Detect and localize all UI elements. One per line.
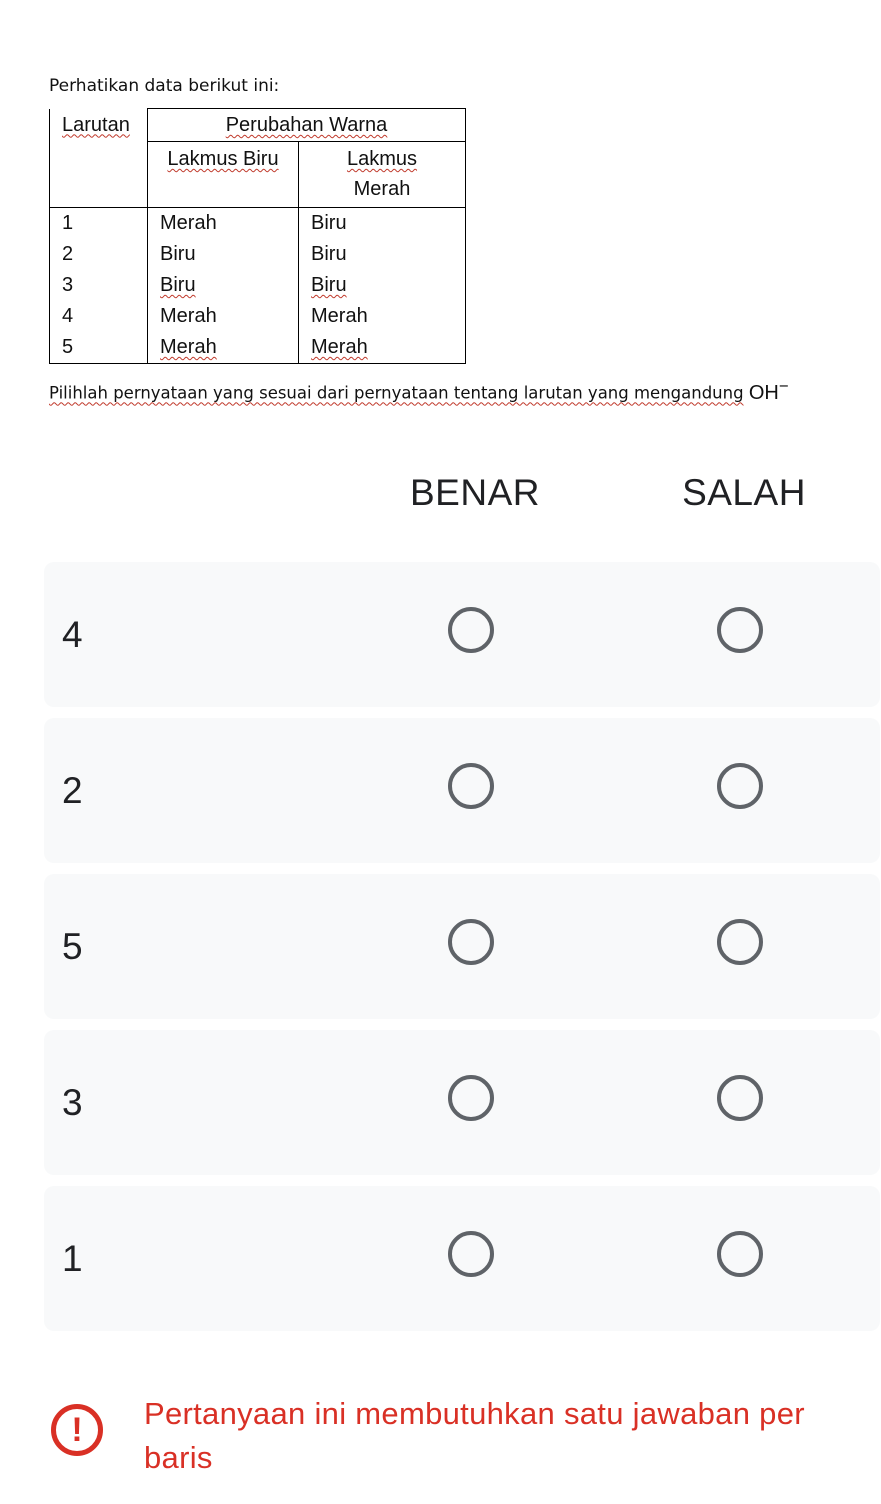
row-label: 4 bbox=[62, 613, 83, 655]
row-label: 5 bbox=[62, 925, 83, 967]
table-row: 5 Merah Merah bbox=[50, 332, 466, 364]
prompt-text: Pilihlah pernyataan yang sesuai dari pernyataan tentang larutan yang mengandung OH− bbox=[49, 376, 789, 404]
validation-message: Pertanyaan ini membutuhkan satu jawaban per baris bbox=[144, 1396, 805, 1475]
radio-salah[interactable] bbox=[717, 607, 763, 653]
row-label: 1 bbox=[62, 1237, 83, 1279]
radio-benar[interactable] bbox=[448, 919, 494, 965]
row-label: 3 bbox=[62, 1081, 83, 1123]
radio-salah[interactable] bbox=[717, 1075, 763, 1121]
grid-row-3 bbox=[44, 1030, 880, 1175]
grid-row-2 bbox=[44, 718, 880, 863]
radio-salah[interactable] bbox=[717, 919, 763, 965]
radio-benar[interactable] bbox=[448, 607, 494, 653]
row-label: 2 bbox=[62, 769, 83, 811]
radio-benar[interactable] bbox=[448, 1075, 494, 1121]
header-lakmus-biru: Lakmus Biru bbox=[148, 142, 299, 208]
grid-row-5 bbox=[44, 874, 880, 1019]
oh-formula: OH− bbox=[748, 376, 789, 404]
radio-salah[interactable] bbox=[717, 1231, 763, 1277]
grid-row-4 bbox=[44, 562, 880, 707]
header-larutan: Larutan bbox=[50, 109, 148, 142]
radio-salah[interactable] bbox=[717, 763, 763, 809]
header-perubahan-warna: Perubahan Warna bbox=[148, 109, 466, 142]
header-larutan-blank bbox=[50, 142, 148, 208]
table-row: 3 Biru Biru bbox=[50, 270, 466, 301]
column-header-salah: SALAH bbox=[682, 472, 806, 513]
data-table bbox=[49, 108, 466, 364]
radio-benar[interactable] bbox=[448, 763, 494, 809]
table-row: 2 Biru Biru bbox=[50, 239, 466, 270]
radio-benar[interactable] bbox=[448, 1231, 494, 1277]
header-lakmus-merah: Lakmus Merah bbox=[299, 142, 466, 208]
grid-row-1 bbox=[44, 1186, 880, 1331]
column-header-benar: BENAR bbox=[410, 472, 540, 513]
intro-text: Perhatikan data berikut ini: bbox=[49, 76, 280, 96]
table-row: 4 Merah Merah bbox=[50, 301, 466, 332]
exclamation-icon: ! bbox=[51, 1404, 103, 1456]
table-row: 1 Merah Biru bbox=[50, 208, 466, 240]
